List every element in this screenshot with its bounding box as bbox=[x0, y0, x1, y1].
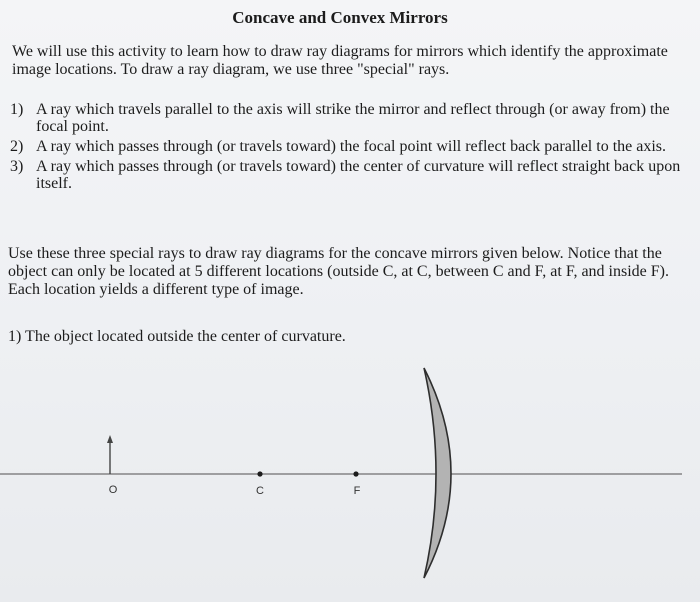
focal-label: F bbox=[353, 485, 361, 497]
intro-paragraph: We will use this activity to learn how to draw ray diagrams for mirrors which identify the approximate image locations. To draw a ray diagram, we use three "special" rays. bbox=[12, 43, 668, 78]
instructions-paragraph: Use these three special rays to draw ray diagrams for the concave mirrors given below. Notice that the object can only be located at 5 different locations (outside C, at C, between C and F, at F, and inside F). Each location yields a different type of image. bbox=[8, 245, 669, 298]
question-text: The object located outside the center of curvature. bbox=[25, 328, 346, 345]
question-1 bbox=[8, 328, 508, 346]
list-text: A ray which travels parallel to the axis will strike the mirror and reflect through (or away from) the focal point. bbox=[36, 101, 670, 135]
concave-mirror bbox=[424, 368, 451, 578]
list-item bbox=[10, 158, 690, 192]
object-label: O bbox=[108, 484, 118, 496]
question-number: 1) bbox=[8, 328, 22, 345]
list-text: A ray which passes through (or travels toward) the center of curvature will reflect straight back upon itself. bbox=[36, 158, 681, 192]
object-arrow-head bbox=[107, 435, 113, 443]
page-title: Concave and Convex Mirrors bbox=[232, 8, 448, 27]
special-rays-list bbox=[10, 101, 690, 195]
focal-point bbox=[353, 471, 358, 476]
list-item bbox=[10, 101, 690, 135]
list-number: 2) bbox=[10, 138, 24, 155]
ray-diagram bbox=[0, 350, 700, 602]
list-item bbox=[10, 138, 690, 155]
list-text: A ray which passes through (or travels toward) the focal point will reflect back parallel to the axis. bbox=[36, 138, 667, 155]
list-number: 3) bbox=[10, 158, 24, 175]
list-number: 1) bbox=[10, 101, 24, 118]
center-label: C bbox=[256, 485, 264, 497]
center-of-curvature-point bbox=[257, 471, 262, 476]
